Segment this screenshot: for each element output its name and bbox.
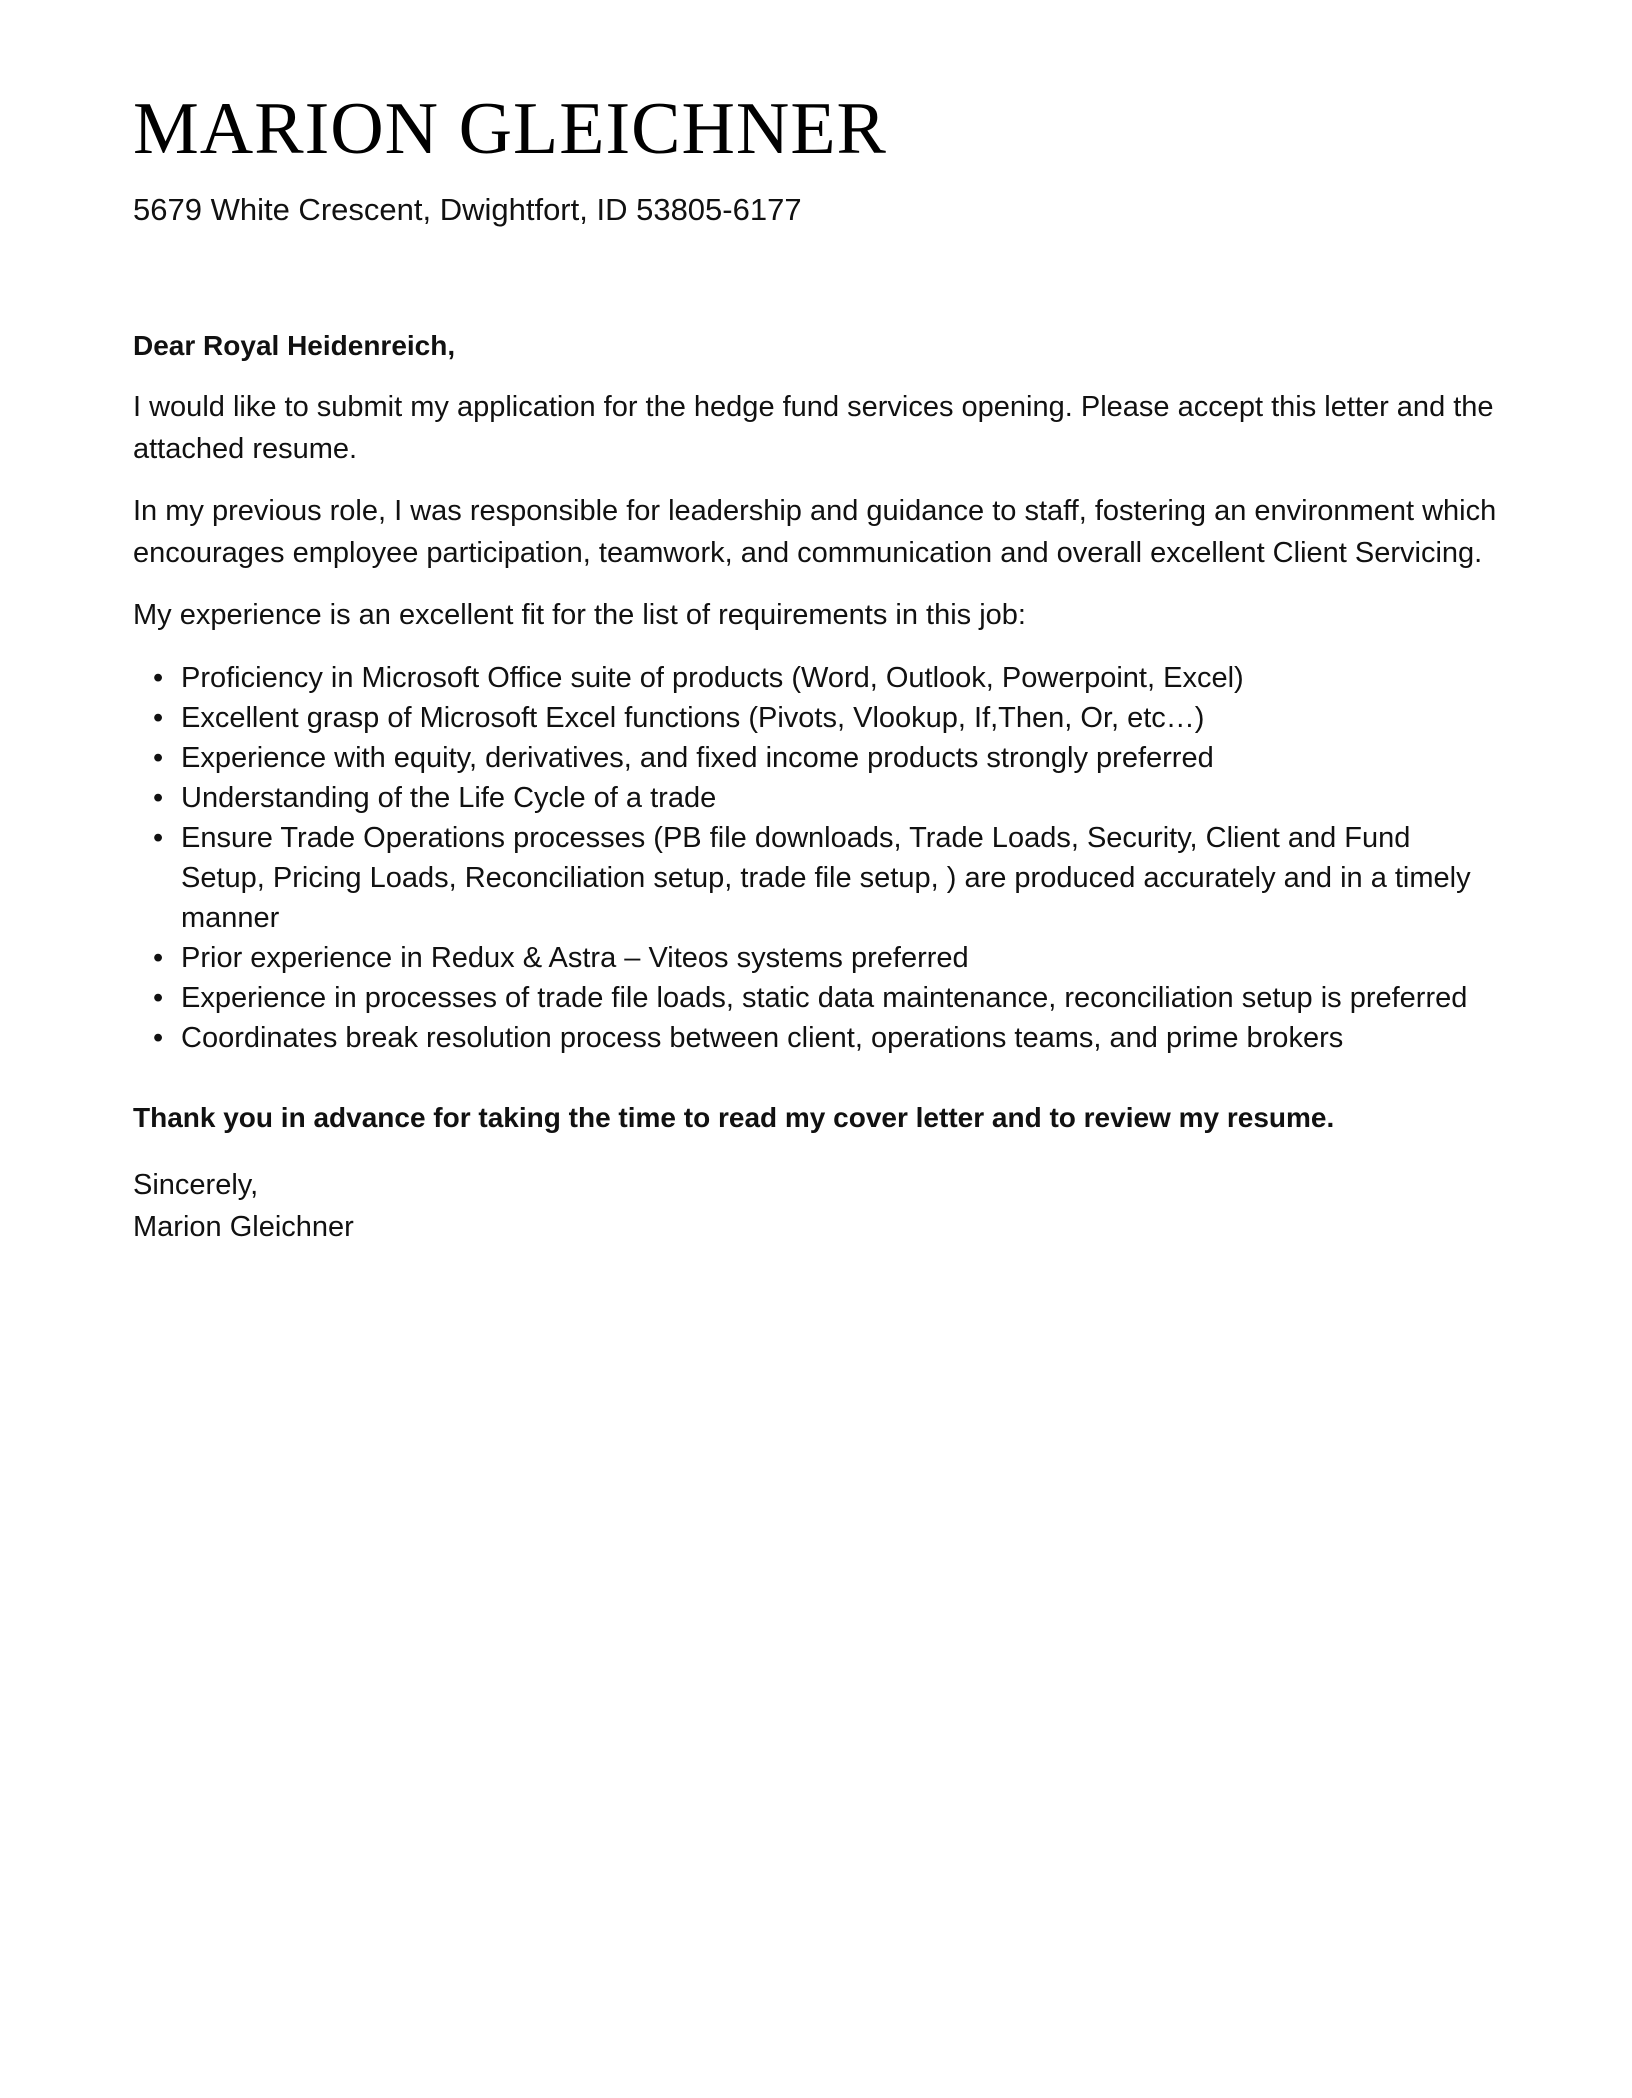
list-item: [133, 978, 1499, 1018]
bullet-icon: •: [153, 982, 164, 1014]
experience-paragraph: In my previous role, I was responsible for leadership and guidance to staff, fostering an environment which encourages employee participation, teamwork, and communication and overall excellent Client Servicing.: [133, 495, 1497, 569]
closing-paragraph: Thank you in advance for taking the time to read my cover letter and to review my resume.: [133, 1102, 1335, 1133]
requirement-text: Experience in processes of trade file loads, static data maintenance, reconciliation setup is preferred: [181, 982, 1468, 1014]
requirement-text: Understanding of the Life Cycle of a trade: [181, 782, 717, 814]
requirement-text: Coordinates break resolution process between client, operations teams, and prime brokers: [181, 1022, 1344, 1054]
signoff-block: [133, 1164, 1499, 1248]
requirements-list: [133, 658, 1499, 1058]
requirements-intro-paragraph: My experience is an excellent fit for the list of requirements in this job:: [133, 599, 1026, 631]
bullet-icon: •: [153, 702, 164, 734]
list-item: [133, 738, 1499, 778]
signature-name: Marion Gleichner: [133, 1211, 354, 1243]
applicant-address: 5679 White Crescent, Dwightfort, ID 53805-6177: [133, 192, 802, 227]
bullet-icon: •: [153, 782, 164, 814]
intro-paragraph: I would like to submit my application for the hedge fund services opening. Please accept this letter and the attached resume.: [133, 391, 1494, 465]
list-item: [133, 658, 1499, 698]
list-item: [133, 1018, 1499, 1058]
requirement-text: Excellent grasp of Microsoft Excel functions (Pivots, Vlookup, If,Then, Or, etc…): [181, 702, 1205, 734]
signoff-text: Sincerely,: [133, 1169, 259, 1201]
requirement-text: Ensure Trade Operations processes (PB file downloads, Trade Loads, Security, Client and Fund Setup, Pricing Loads, Reconciliation setup, trade file setup, ) are produced accurately and in a timely manner: [181, 822, 1471, 934]
list-item: [133, 818, 1499, 938]
bullet-icon: •: [153, 662, 164, 694]
bullet-icon: •: [153, 1022, 164, 1054]
letter-greeting: Dear Royal Heidenreich,: [133, 330, 456, 361]
applicant-name: MARION GLEICHNER: [133, 88, 887, 170]
requirement-text: Proficiency in Microsoft Office suite of products (Word, Outlook, Powerpoint, Excel): [181, 662, 1244, 694]
list-item: [133, 698, 1499, 738]
bullet-icon: •: [153, 942, 164, 974]
list-item: [133, 778, 1499, 818]
requirement-text: Prior experience in Redux & Astra – Viteos systems preferred: [181, 942, 969, 974]
bullet-icon: •: [153, 742, 164, 774]
list-item: [133, 938, 1499, 978]
bullet-icon: •: [153, 822, 164, 854]
requirement-text: Experience with equity, derivatives, and fixed income products strongly preferred: [181, 742, 1214, 774]
